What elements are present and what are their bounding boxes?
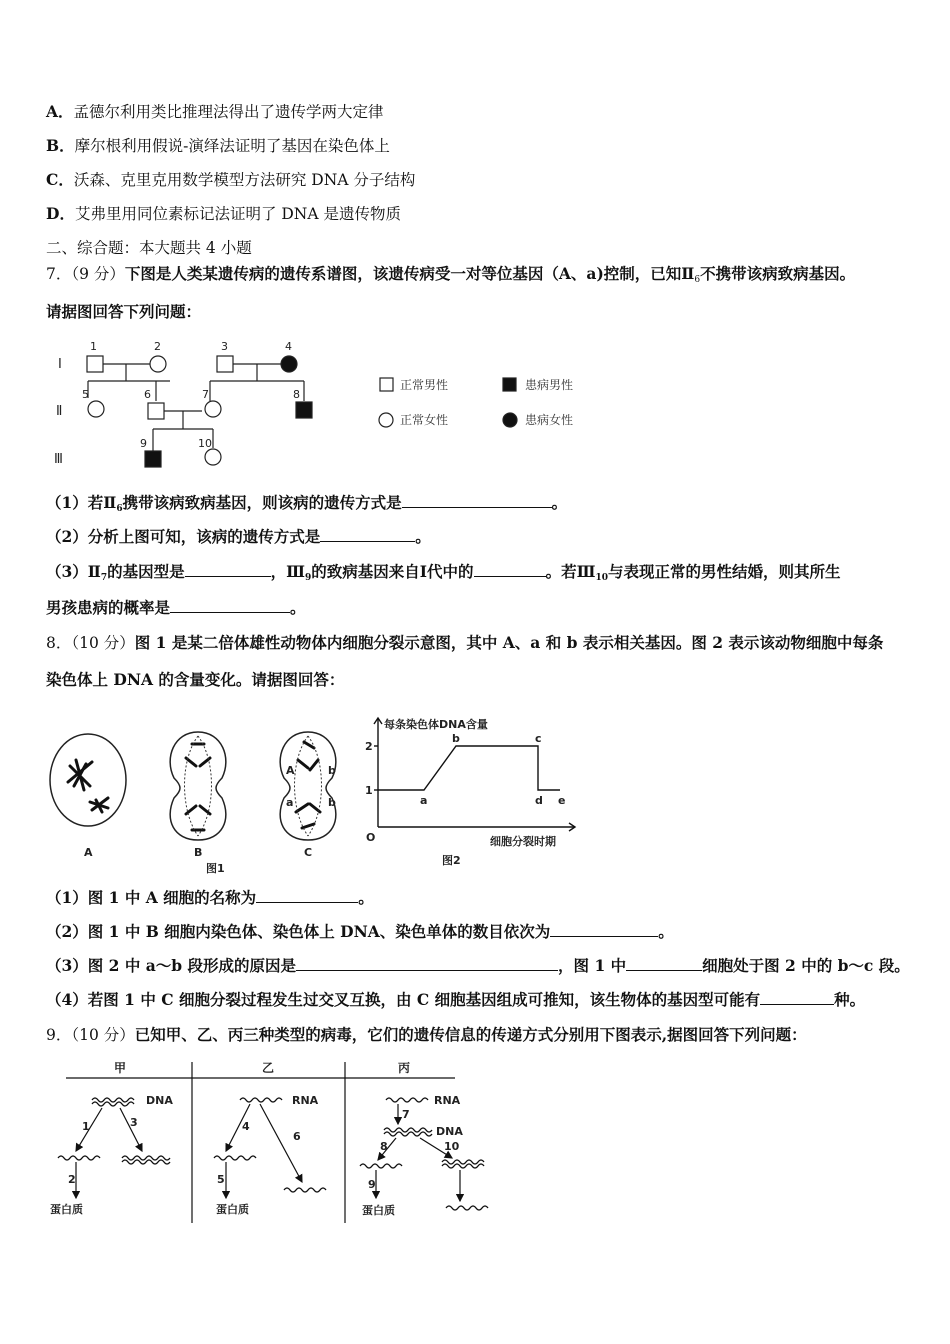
fig2-ytick-2: 2 bbox=[365, 740, 373, 753]
gen-label-1: Ⅰ bbox=[58, 357, 62, 372]
jia-protein-label: 蛋白质 bbox=[50, 1203, 83, 1216]
ped-id-1: 1 bbox=[90, 340, 97, 353]
yi-protein-label: 蛋白质 bbox=[216, 1203, 249, 1216]
gen-label-3: Ⅲ bbox=[54, 452, 63, 467]
cell-label-A: A bbox=[84, 846, 93, 859]
panel-label-yi: 乙 bbox=[262, 1061, 275, 1075]
fig1-caption: 图1 bbox=[206, 862, 225, 875]
legend-affected-male: 患病男性 bbox=[525, 378, 574, 392]
ped-id-8: 8 bbox=[293, 388, 300, 401]
fig2-point-a: a bbox=[420, 794, 428, 807]
bing-protein-label: 蛋白质 bbox=[362, 1204, 395, 1217]
arrow-label-3: 3 bbox=[130, 1116, 138, 1129]
option-d: D．艾弗里用同位素标记法证明了 DNA 是遗传物质 bbox=[46, 204, 401, 223]
virus-transfer-diagram bbox=[50, 1058, 510, 1228]
pedigree-chart bbox=[40, 335, 600, 475]
bing-rna-label: RNA bbox=[434, 1094, 461, 1107]
arrow-label-8: 8 bbox=[380, 1140, 388, 1153]
option-a: A．孟德尔利用类比推理法得出了遗传学两大定律 bbox=[46, 102, 384, 121]
q7-sub3-cont: 男孩患病的概率是 。 bbox=[46, 598, 306, 617]
jia-dna-label: DNA bbox=[146, 1094, 173, 1107]
gene-label-A: A bbox=[286, 764, 295, 777]
fig2-point-e: e bbox=[558, 794, 566, 807]
q7-sub3: $(3)Ⅱ_7$的基因型是 ，$Ⅲ_9$的致病基因来自Ⅰ代中的 。若$Ⅲ_{10}$与表现正常的男性结婚，则其所生 bbox=[46, 562, 841, 583]
cell-label-C: C bbox=[304, 846, 313, 859]
fig2-point-c: c bbox=[535, 732, 542, 745]
legend-normal-male: 正常男性 bbox=[400, 378, 449, 392]
gen-label-2: Ⅱ bbox=[56, 404, 63, 419]
q8-stem-line2: 染色体上 DNA 的含量变化。请据图回答： bbox=[46, 670, 345, 689]
gene-label-b1: b bbox=[328, 764, 336, 777]
legend-affected-female: 患病女性 bbox=[525, 413, 574, 427]
figure1-cells bbox=[46, 720, 356, 880]
q8-sub2: （2）图 1 中 B 细胞内染色体、染色体上 DNA、染色单体的数目依次为 。 bbox=[46, 922, 674, 941]
legend-normal-female: 正常女性 bbox=[400, 413, 449, 427]
arrow-label-2: 2 bbox=[68, 1173, 76, 1186]
ped-id-4: 4 bbox=[285, 340, 292, 353]
q8-stem-line1: 8．（10 分）图 1 是某二倍体雄性动物体内细胞分裂示意图，其中 A、a 和 b 表示相关基因。图 2 表示该动物细胞中每条 bbox=[46, 633, 884, 652]
gene-label-a: a bbox=[286, 796, 294, 809]
ped-id-3: 3 bbox=[221, 340, 228, 353]
arrow-label-4: 4 bbox=[242, 1120, 250, 1133]
fig2-ylabel: 每条染色体DNA含量 bbox=[384, 718, 488, 731]
ped-id-10: 10 bbox=[198, 437, 212, 450]
arrow-label-5: 5 bbox=[217, 1173, 225, 1186]
bing-dna-label: DNA bbox=[436, 1125, 463, 1138]
arrow-label-1: 1 bbox=[82, 1120, 90, 1133]
section-heading: 二、综合题：本大题共 4 小题 bbox=[46, 239, 252, 257]
ped-id-7: 7 bbox=[202, 388, 209, 401]
ped-id-2: 2 bbox=[154, 340, 161, 353]
arrow-label-10: 10 bbox=[444, 1140, 460, 1153]
q8-sub4: （4）若图 1 中 C 细胞分裂过程发生过交叉互换，由 C 细胞基因组成可推知，该生物体的基因型可能有 种。 bbox=[46, 990, 866, 1009]
arrow-label-9: 9 bbox=[368, 1178, 376, 1191]
figure2-dna-chart bbox=[360, 712, 590, 872]
fig2-ytick-1: 1 bbox=[365, 784, 373, 797]
q7-stem-line2: 请据图回答下列问题： bbox=[46, 302, 202, 321]
ped-id-9: 9 bbox=[140, 437, 147, 450]
fig2-xlabel: 细胞分裂时期 bbox=[490, 835, 556, 848]
option-b: B．摩尔根利用假说-演绎法证明了基因在染色体上 bbox=[46, 136, 390, 155]
arrow-label-6: 6 bbox=[293, 1130, 301, 1143]
option-c: C．沃森、克里克用数学模型方法研究 DNA 分子结构 bbox=[46, 170, 416, 189]
ped-id-5: 5 bbox=[82, 388, 89, 401]
q7-sub2: （2）分析上图可知，该病的遗传方式是 。 bbox=[46, 527, 431, 546]
q8-sub1: （1）图 1 中 A 细胞的名称为 。 bbox=[46, 888, 374, 907]
fig2-origin: O bbox=[366, 831, 376, 844]
q9-stem: 9．（10 分）已知甲、乙、丙三种类型的病毒，它们的遗传信息的传递方式分别用下图表示,据图回答下列问题： bbox=[46, 1025, 807, 1044]
panel-label-jia: 甲 bbox=[114, 1061, 127, 1075]
ped-id-6: 6 bbox=[144, 388, 151, 401]
q7-stem-line1: 7．（9 分）下图是人类某遗传病的遗传系谱图，该遗传病受一对等位基因（A、a)控制，已知$Ⅱ_6$不携带该病致病基因。 bbox=[46, 264, 856, 285]
fig2-point-b: b bbox=[452, 732, 460, 745]
cell-label-B: B bbox=[194, 846, 203, 859]
fig2-caption: 图2 bbox=[442, 854, 461, 867]
gene-label-b2: b bbox=[328, 796, 336, 809]
panel-label-bing: 丙 bbox=[398, 1061, 411, 1075]
fig2-point-d: d bbox=[535, 794, 543, 807]
yi-rna-label: RNA bbox=[292, 1094, 319, 1107]
q8-sub3: （3）图 2 中 a～b 段形成的原因是 ，图 1 中 细胞处于图 2 中的 b～c 段。 bbox=[46, 956, 910, 975]
arrow-label-7: 7 bbox=[402, 1108, 410, 1121]
q7-sub1: （1）若$Ⅱ_6$携带该病致病基因，则该病的遗传方式是 。 bbox=[46, 493, 568, 514]
